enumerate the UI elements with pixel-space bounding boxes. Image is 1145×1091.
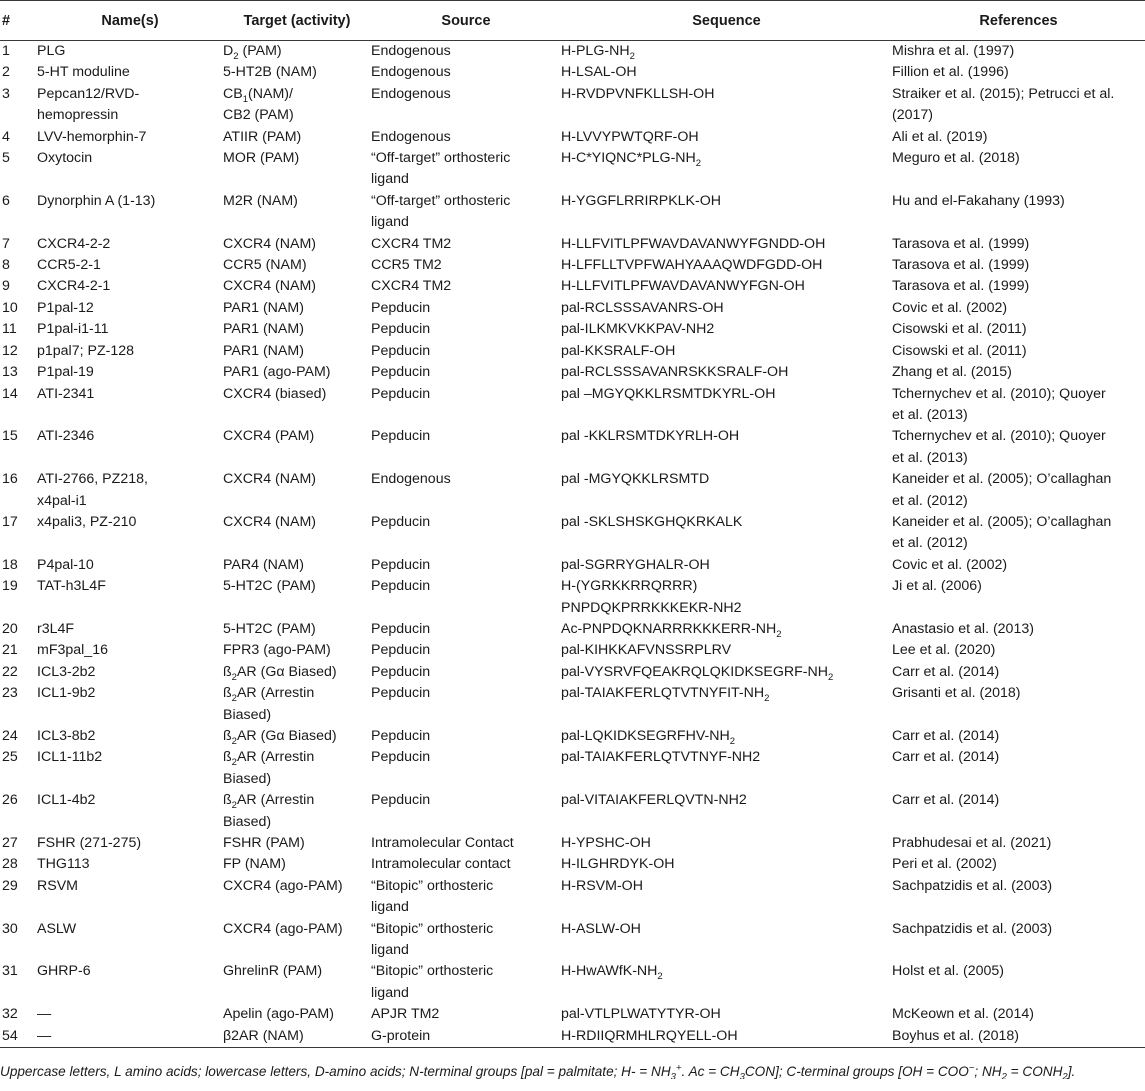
table-row (0, 469, 1145, 512)
row-number: 6 (2, 192, 10, 209)
row-target: PAR1 (ago-PAM) (223, 364, 331, 381)
row-reference: Tarasova et al. (1999) (892, 257, 1030, 274)
table-row (0, 362, 1145, 383)
row-number: 25 (2, 749, 18, 766)
row-number: 14 (2, 385, 18, 402)
row-name: ICL3-8b2 (37, 728, 96, 744)
row-source: Pepducin (371, 428, 431, 445)
table-row (0, 148, 1145, 191)
row-name: Oxytocin (37, 150, 93, 167)
header-target: Target (activity) (223, 1, 371, 41)
table-row (0, 234, 1145, 255)
table-row (0, 662, 1145, 683)
table-row (0, 854, 1145, 875)
table-row (0, 1004, 1145, 1025)
row-name: — (37, 1026, 223, 1048)
row-number: 7 (2, 235, 10, 252)
row-target: FSHR (PAM) (223, 835, 305, 852)
row-target: M2R (NAM) (223, 192, 298, 209)
table-body (0, 41, 1145, 1048)
row-reference: Peri et al. (2002) (892, 856, 997, 873)
row-reference: Ali et al. (2019) (892, 128, 988, 145)
row-source: “Bitopic” orthosteric ligand (371, 920, 494, 959)
row-name: RSVM (37, 877, 78, 894)
row-number: 54 (0, 1026, 37, 1048)
row-reference: Tchernychev et al. (2010); Quoyer et al. (2013) (892, 385, 1106, 423)
row-number: 9 (2, 278, 10, 295)
header-names: Name(s) (37, 1, 223, 41)
row-reference: Lee et al. (2020) (892, 642, 996, 659)
row-target: β2AR (NAM) (223, 1026, 371, 1048)
row-number: 2 (2, 64, 10, 81)
row-reference: Tarasova et al. (1999) (892, 235, 1030, 252)
table-row (0, 341, 1145, 362)
row-reference: Meguro et al. (2018) (892, 150, 1020, 167)
table-row (0, 41, 1145, 63)
row-reference: Holst et al. (2005) (892, 963, 1004, 980)
row-sequence: pal-VITAIAKFERLQVTN-NH2 (561, 792, 747, 809)
table-row (0, 384, 1145, 427)
row-name: P4pal-10 (37, 556, 94, 573)
table-row (0, 576, 1145, 619)
row-sequence: $H-PLG-NH_2$ (561, 43, 635, 62)
row-reference: Grisanti et al. (2018) (892, 685, 1021, 702)
row-name: 5-HT moduline (37, 64, 130, 81)
row-source: “Bitopic” orthosteric ligand (371, 877, 494, 916)
row-source: CCR5 TM2 (371, 257, 442, 274)
row-sequence: pal-RCLSSSAVANRS-OH (561, 299, 724, 316)
table-footnote: Uppercase letters, L amino acids; lowercase letters, D-amino acids; N-terminal groups [pal = palmitate; $H- = NH_3^+$. $Ac = CH_3CON$]; C-terminal groups [OH = COO−; $NH_2$ = $CONH_2$]. (0, 1064, 1076, 1079)
row-target: $CB_1(NAM)/$ CB2 (PAM) (223, 85, 294, 124)
row-source: Endogenous (371, 43, 451, 59)
row-sequence: pal-$TAIAKFERLQTVTNYFIT-NH_2$ (561, 685, 770, 705)
row-target: 5-HT2C (PAM) (223, 620, 316, 637)
row-sequence: H-(YGRKKRRQRRR) PNPDQKPRRKKKEKR-NH2 (561, 578, 742, 616)
row-source: CXCR4 TM2 (371, 278, 452, 295)
row-number: 27 (2, 835, 18, 852)
row-sequence: H-YPSHC-OH (561, 835, 651, 852)
row-number: 29 (2, 877, 18, 894)
row-source: Pepducin (371, 749, 431, 766)
table-row (0, 919, 1145, 962)
row-name: P1pal-19 (37, 364, 94, 381)
row-source: Pepducin (371, 385, 431, 402)
row-number: 5 (2, 150, 10, 167)
table-row (0, 298, 1145, 319)
table-row (0, 726, 1145, 747)
row-reference: Prabhudesai et al. (2021) (892, 835, 1052, 852)
row-number: 22 (2, 663, 18, 680)
row-name: P1pal-12 (37, 299, 94, 316)
row-number: 30 (2, 920, 18, 937)
row-name: LVV-hemorphin-7 (37, 128, 147, 145)
row-sequence: pal-TAIAKFERLQTVTNYF-NH2 (561, 749, 761, 766)
row-source: Endogenous (371, 128, 451, 145)
row-name: ICL3-2b2 (37, 663, 96, 680)
row-number: 1 (2, 43, 10, 59)
row-source: Endogenous (371, 471, 451, 488)
row-target: CXCR4 (biased) (223, 385, 327, 402)
row-sequence: pal-ILKMKVKKPAV-NH2 (561, 321, 715, 338)
row-name: — (37, 1006, 52, 1023)
row-name: x4pali3, PZ-210 (37, 513, 137, 530)
row-source: Pepducin (371, 364, 431, 381)
table-row (0, 619, 1145, 640)
row-sequence: H-ILGHRDYK-OH (561, 856, 675, 873)
row-sequence: pal -KKLRSMTDKYRLH-OH (561, 428, 740, 445)
row-reference: Sachpatzidis et al. (2003) (892, 877, 1053, 894)
table-row (0, 640, 1145, 661)
row-number: 4 (2, 128, 10, 145)
row-sequence: $H-HwAWfK-NH_2$ (561, 963, 663, 983)
row-name: p1pal7; PZ-128 (37, 342, 135, 359)
row-target: $ß_2AR$ (Arrestin Biased) (223, 792, 315, 830)
row-number: 17 (2, 513, 18, 530)
row-source: CXCR4 TM2 (371, 235, 452, 252)
row-sequence: pal-$VYSRVFQEAKRQLQKIDKSEGRF-NH_2$ (561, 663, 834, 683)
row-target: PAR1 (NAM) (223, 321, 304, 338)
row-sequence: H-RDIIQRMHLRQYELL-OH (561, 1026, 892, 1048)
row-reference: Covic et al. (2002) (892, 299, 1008, 316)
row-sequence: H-ASLW-OH (561, 920, 641, 937)
row-target: MOR (PAM) (223, 150, 300, 167)
row-target: FPR3 (ago-PAM) (223, 642, 331, 659)
row-sequence: pal-KIHKKAFVNSSRPLRV (561, 642, 732, 659)
table-row (0, 319, 1145, 340)
row-reference: Zhang et al. (2015) (892, 364, 1012, 381)
row-name: ASLW (37, 920, 77, 937)
row-reference: Carr et al. (2014) (892, 728, 1000, 744)
row-sequence: H-LSAL-OH (561, 64, 637, 81)
row-reference: Carr et al. (2014) (892, 749, 1000, 766)
table-row (0, 833, 1145, 854)
header-sequence: Sequence (561, 1, 892, 41)
row-source: “Off-target” orthosteric ligand (371, 192, 511, 231)
row-name: ATI-2346 (37, 428, 95, 445)
row-number: 31 (2, 963, 18, 980)
row-source: Endogenous (371, 85, 451, 102)
header-number: # (0, 1, 37, 41)
row-name: ICL1-9b2 (37, 685, 96, 702)
row-name: GHRP-6 (37, 963, 91, 980)
row-reference: Sachpatzidis et al. (2003) (892, 920, 1053, 937)
row-source: Pepducin (371, 321, 431, 338)
row-source: Pepducin (371, 556, 431, 573)
row-target: CCR5 (NAM) (223, 257, 307, 274)
table-row (0, 191, 1145, 234)
row-target: CXCR4 (NAM) (223, 235, 317, 252)
row-reference: Kaneider et al. (2005); O’callaghan et al. (2012) (892, 471, 1112, 509)
row-target: CXCR4 (ago-PAM) (223, 877, 343, 894)
row-number: 3 (2, 85, 10, 102)
row-number: 15 (2, 428, 18, 445)
row-name: Pepcan12/RVD- hemopressin (37, 85, 140, 124)
row-target: CXCR4 (NAM) (223, 471, 317, 488)
row-sequence: $Ac-PNPDQKNARRRKKKERR-NH_2$ (561, 620, 782, 640)
row-source: Pepducin (371, 642, 431, 659)
table-row (0, 876, 1145, 919)
row-reference: McKeown et al. (2014) (892, 1006, 1034, 1023)
table-row (0, 1026, 1145, 1048)
row-number: 16 (2, 471, 18, 488)
row-name: P1pal-i1-11 (37, 321, 109, 338)
row-source: Pepducin (371, 685, 431, 702)
row-number: 20 (2, 620, 18, 637)
table-row (0, 127, 1145, 148)
row-target: $D_2$ (PAM) (223, 43, 282, 62)
table-row (0, 961, 1145, 1004)
table-row (0, 84, 1145, 127)
row-sequence: H-LLFVITLPFWAVDAVANWYFGN-OH (561, 278, 805, 295)
row-name: FSHR (271-275) (37, 835, 142, 852)
row-target: 5-HT2B (NAM) (223, 64, 317, 81)
row-sequence: H-LLFVITLPFWAVDAVANWYFGNDD-OH (561, 235, 826, 252)
header-source: Source (371, 1, 561, 41)
table-row (0, 747, 1145, 790)
row-target: $ß_2AR$ (Arrestin Biased) (223, 685, 315, 723)
row-sequence: H-RVDPVNFKLLSH-OH (561, 85, 715, 102)
row-number: 18 (2, 556, 18, 573)
row-name: ICL1-4b2 (37, 792, 96, 809)
row-number: 21 (2, 642, 18, 659)
row-number: 24 (2, 728, 18, 744)
row-target: GhrelinR (PAM) (223, 963, 323, 980)
row-target: 5-HT2C (PAM) (223, 578, 316, 595)
row-name: Dynorphin A (1-13) (37, 192, 156, 209)
table-row (0, 255, 1145, 276)
row-target: FP (NAM) (223, 856, 286, 873)
row-sequence: pal-SGRRYGHALR-OH (561, 556, 710, 573)
table-row (0, 790, 1145, 833)
row-target: CXCR4 (ago-PAM) (223, 920, 343, 937)
row-reference: Ji et al. (2006) (892, 578, 982, 595)
row-target: ATIIR (PAM) (223, 128, 302, 145)
table-row (0, 426, 1145, 469)
row-reference: Carr et al. (2014) (892, 792, 1000, 809)
row-reference: Carr et al. (2014) (892, 663, 1000, 680)
row-source: Intramolecular Contact (371, 835, 514, 852)
row-source: Pepducin (371, 728, 431, 744)
row-target: CXCR4 (NAM) (223, 513, 317, 530)
table-row (0, 62, 1145, 83)
row-reference: Covic et al. (2002) (892, 556, 1008, 573)
row-source: Pepducin (371, 342, 431, 359)
row-number: 28 (2, 856, 18, 873)
row-reference: Anastasio et al. (2013) (892, 620, 1034, 637)
row-name: CCR5-2-1 (37, 257, 101, 274)
row-target: $ß_2AR$ (Gα Biased) (223, 663, 337, 683)
row-sequence: H-YGGFLRRIRPKLK-OH (561, 192, 722, 209)
row-sequence: pal-KKSRALF-OH (561, 342, 676, 359)
row-target: $ß_2AR$ (Arrestin Biased) (223, 749, 315, 787)
row-reference: Tarasova et al. (1999) (892, 278, 1030, 295)
row-source: Pepducin (371, 513, 431, 530)
row-target: $ß_2AR$ (Gα Biased) (223, 728, 337, 747)
row-target: Apelin (ago-PAM) (223, 1006, 334, 1023)
row-reference: Fillion et al. (1996) (892, 64, 1009, 81)
row-source: Pepducin (371, 299, 431, 316)
row-sequence: pal -MGYQKKLRSMTD (561, 471, 710, 488)
row-sequence: pal –MGYQKKLRSMTDKYRL-OH (561, 385, 776, 402)
row-source: Pepducin (371, 792, 431, 809)
row-reference: Straiker et al. (2015); Petrucci et al. (2017) (892, 85, 1115, 124)
table-header (0, 1, 1145, 41)
row-source: Pepducin (371, 620, 431, 637)
row-name: ATI-2341 (37, 385, 95, 402)
row-reference: Boyhus et al. (2018) (892, 1026, 1145, 1048)
row-name: ATI-2766, PZ218, x4pal-i1 (37, 471, 148, 509)
row-number: 13 (2, 364, 18, 381)
row-sequence: pal -SKLSHSKGHQKRKALK (561, 513, 743, 530)
row-target: CXCR4 (NAM) (223, 278, 317, 295)
table-row (0, 555, 1145, 576)
row-target: PAR1 (NAM) (223, 342, 304, 359)
row-number: 8 (2, 257, 10, 274)
row-sequence: H-LFFLLTVPFWAHYAAAQWDFGDD-OH (561, 257, 823, 274)
row-reference: Cisowski et al. (2011) (892, 321, 1027, 338)
row-number: 10 (2, 299, 18, 316)
row-name: r3L4F (37, 620, 75, 637)
row-reference: Tchernychev et al. (2010); Quoyer et al. (2013) (892, 428, 1106, 466)
row-source: G-protein (371, 1026, 561, 1048)
row-reference: Mishra et al. (1997) (892, 43, 1015, 59)
header-references: References (892, 1, 1145, 41)
row-number: 32 (2, 1006, 18, 1023)
row-name: mF3pal_16 (37, 642, 108, 659)
row-target: CXCR4 (PAM) (223, 428, 315, 445)
row-sequence: H-LVVYPWTQRF-OH (561, 128, 699, 145)
row-source: “Off-target” orthosteric ligand (371, 150, 511, 188)
row-sequence: pal-VTLPLWATYTYR-OH (561, 1006, 721, 1023)
row-reference: Kaneider et al. (2005); O’callaghan et al. (2012) (892, 513, 1112, 552)
row-name: CXCR4-2-2 (37, 235, 111, 252)
row-sequence: pal-$LQKIDKSEGRFHV-NH_2$ (561, 728, 736, 747)
row-number: 12 (2, 342, 18, 359)
row-target: PAR1 (NAM) (223, 299, 304, 316)
row-name: TAT-h3L4F (37, 578, 106, 595)
row-reference: Cisowski et al. (2011) (892, 342, 1027, 359)
row-sequence: $H-C*YIQNC*PLG-NH_2$ (561, 150, 702, 169)
table-row (0, 512, 1145, 555)
row-name: CXCR4-2-1 (37, 278, 111, 295)
row-number: 23 (2, 685, 18, 702)
row-name: THG113 (37, 856, 90, 873)
row-sequence: H-RSVM-OH (561, 877, 643, 894)
row-source: Endogenous (371, 64, 451, 81)
row-reference: Hu and el-Fakahany (1993) (892, 192, 1065, 209)
row-sequence: pal-RCLSSSAVANRSKKSRALF-OH (561, 364, 789, 381)
row-source: Pepducin (371, 578, 431, 595)
row-source: “Bitopic” orthosteric ligand (371, 963, 494, 1001)
row-name: ICL1-11b2 (37, 749, 103, 766)
row-source: Pepducin (371, 663, 431, 680)
row-target: PAR4 (NAM) (223, 556, 304, 573)
table-row (0, 276, 1145, 297)
row-number: 19 (2, 578, 18, 595)
row-source: Intramolecular contact (371, 856, 511, 873)
row-name: PLG (37, 43, 66, 59)
row-number: 26 (2, 792, 18, 809)
header-row (0, 1, 1145, 41)
row-number: 11 (2, 321, 17, 338)
row-source: APJR TM2 (371, 1006, 440, 1023)
table-row (0, 683, 1145, 726)
